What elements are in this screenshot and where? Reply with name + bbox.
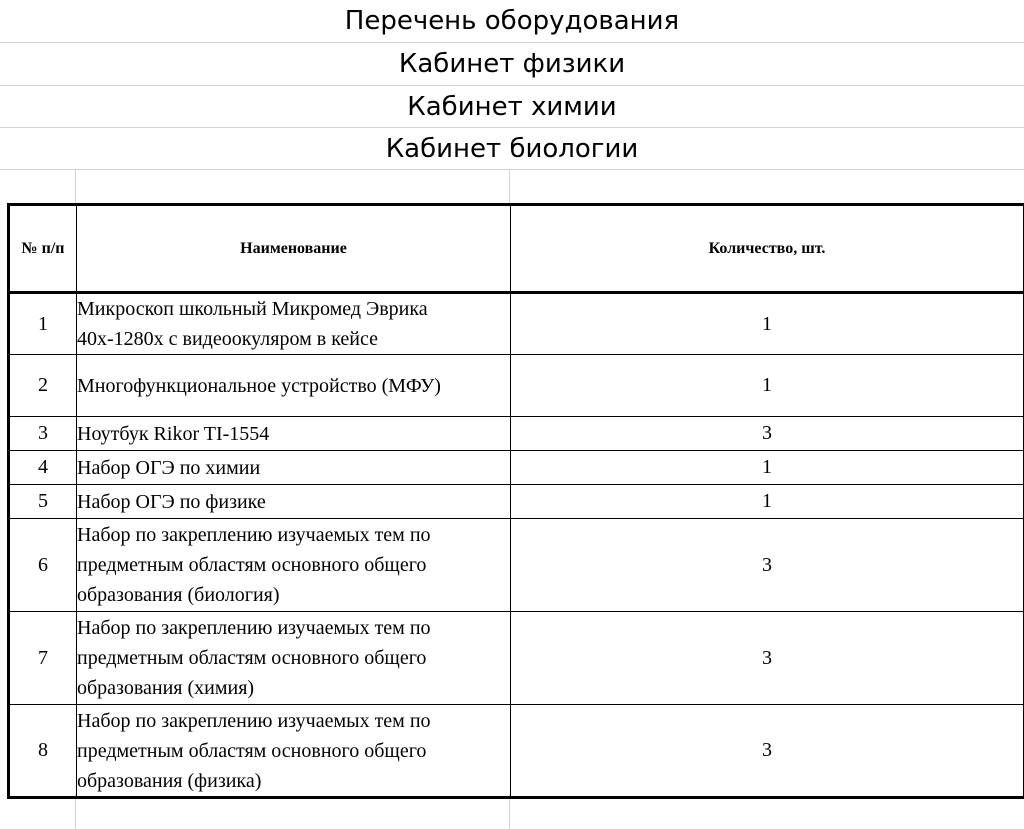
table-row — [9, 355, 1024, 417]
row-num[interactable]: 7 — [9, 612, 77, 705]
row-num[interactable]: 6 — [9, 519, 77, 612]
room-title-chemistry: Кабинет химии — [407, 92, 617, 122]
row-qty[interactable]: 3 — [511, 417, 1024, 451]
row-num[interactable]: 2 — [9, 355, 77, 417]
row-num[interactable]: 8 — [9, 705, 77, 798]
row-name[interactable]: Набор по закреплению изучаемых тем по предметным областям основного общего образования (химия) — [77, 612, 511, 705]
grid-line — [509, 794, 510, 829]
row-qty[interactable]: 3 — [511, 705, 1024, 798]
equipment-table — [7, 203, 1024, 799]
table-row — [9, 417, 1024, 451]
room-title-biology: Кабинет биологии — [385, 134, 639, 164]
row-num[interactable]: 4 — [9, 451, 77, 485]
header-num[interactable]: № п/п — [9, 205, 77, 293]
room-title-physics: Кабинет физики — [398, 49, 626, 79]
row-qty[interactable]: 1 — [511, 355, 1024, 417]
grid-line — [75, 794, 76, 829]
row-name[interactable]: Ноутбук Rikor TI-1554 — [77, 417, 511, 451]
row-qty[interactable]: 1 — [511, 293, 1024, 355]
row-qty[interactable]: 1 — [511, 451, 1024, 485]
row-name[interactable]: Микроскоп школьный Микромед Эврика 40х-1280х с видеоокуляром в кейсе — [77, 293, 511, 355]
grid-line — [75, 170, 76, 206]
row-name[interactable]: Набор ОГЭ по химии — [77, 451, 511, 485]
table-row — [9, 485, 1024, 519]
table-row — [9, 519, 1024, 612]
row-name[interactable]: Набор по закреплению изучаемых тем по предметным областям основного общего образования (биология) — [77, 519, 511, 612]
table-row — [9, 293, 1024, 355]
header-name[interactable]: Наименование — [77, 205, 511, 293]
table-row — [9, 612, 1024, 705]
table-row — [9, 705, 1024, 798]
row-num[interactable]: 3 — [9, 417, 77, 451]
row-num[interactable]: 1 — [9, 293, 77, 355]
table-row — [9, 451, 1024, 485]
row-qty[interactable]: 3 — [511, 612, 1024, 705]
table-header-row — [9, 205, 1024, 293]
row-qty[interactable]: 3 — [511, 519, 1024, 612]
header-qty[interactable]: Количество, шт. — [511, 205, 1024, 293]
row-num[interactable]: 5 — [9, 485, 77, 519]
row-name[interactable]: Многофункциональное устройство (МФУ) — [77, 355, 511, 417]
document-title: Перечень оборудования — [344, 6, 680, 36]
row-qty[interactable]: 1 — [511, 485, 1024, 519]
grid-line — [509, 170, 510, 206]
row-name[interactable]: Набор ОГЭ по физике — [77, 485, 511, 519]
row-name[interactable]: Набор по закреплению изучаемых тем по предметным областям основного общего образования (физика) — [77, 705, 511, 798]
